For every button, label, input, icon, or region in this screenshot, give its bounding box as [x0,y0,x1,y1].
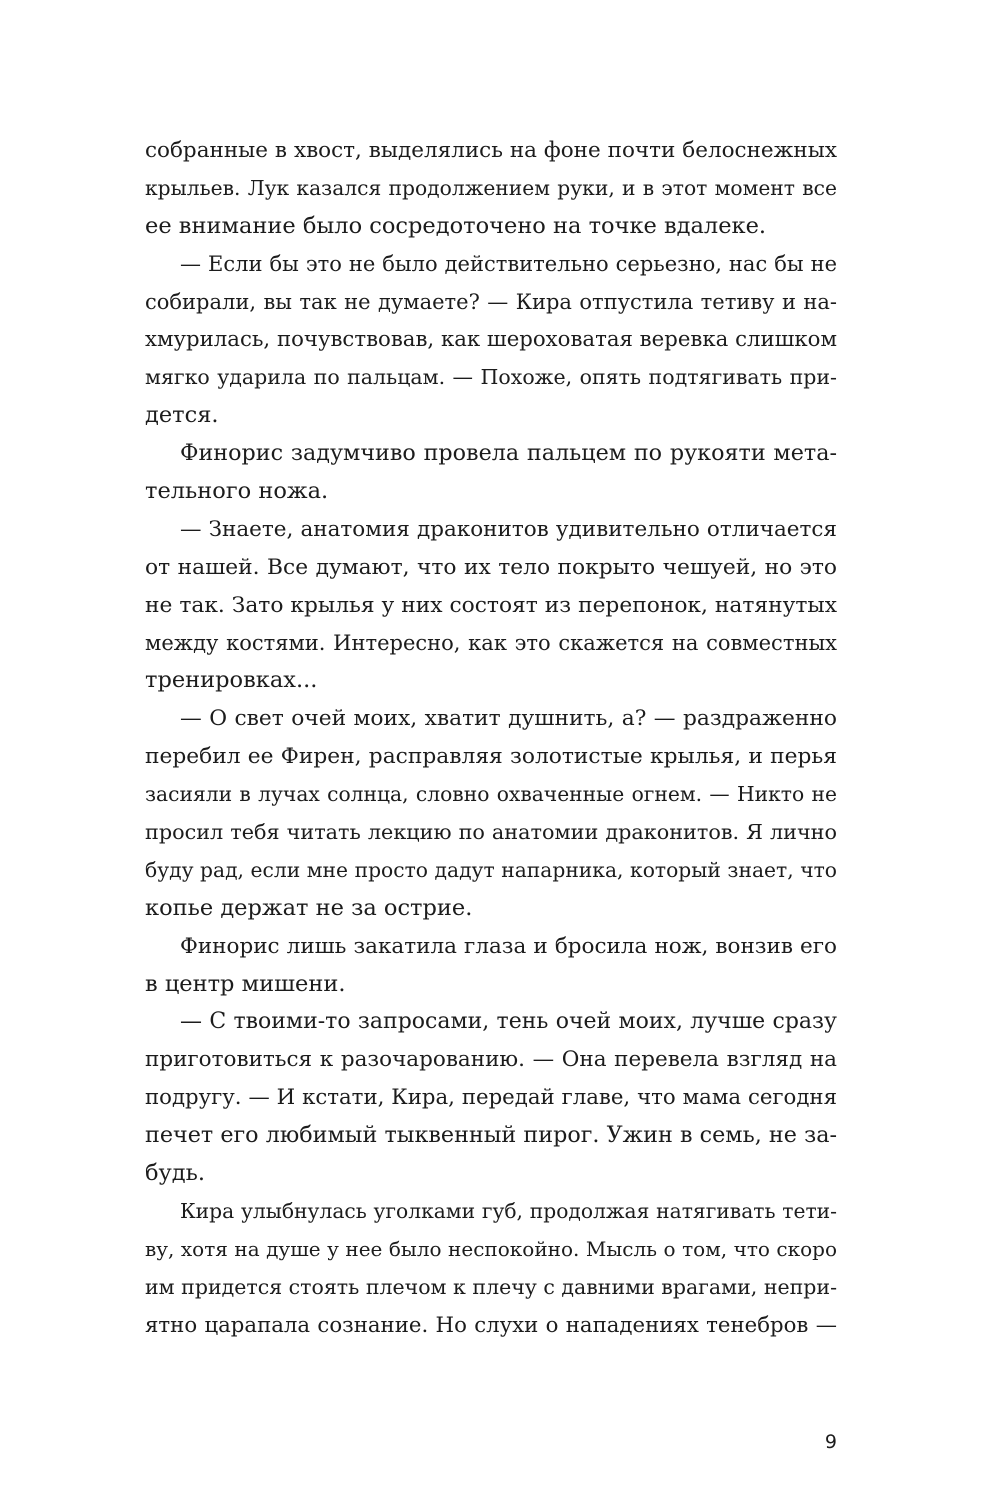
text-line: — Знаете, анатомия драконитов удивительно отличается [180,516,837,542]
text-line: ву, хотя на душе у нее было неспокойно. Мысль о том, что скоро [145,1236,837,1261]
text-line: им придется стоять плечом к плечу с давними врагами, непри- [145,1274,837,1299]
text-line: приготовиться к разочарованию. — Она перевела взгляд на [145,1047,837,1073]
text-line: тельного ножа. [145,478,329,505]
text-line: в центр мишени. [145,970,346,997]
text-line: тренировках... [145,667,318,694]
text-line: засияли в лучах солнца, словно охваченные огнем. — Никто не [145,782,837,807]
text-line: крыльев. Лук казался продолжением руки, и в этот момент все [145,175,837,200]
text-line: мягко ударила по пальцам. — Похоже, опять подтягивать при- [145,365,837,390]
body-text [145,132,837,1345]
text-line: просил тебя читать лекцию по анатомии драконитов. Я лично [145,820,837,845]
text-line: перебил ее Фирен, расправляя золотистые крылья, и перья [145,744,837,770]
text-line: Финорис задумчиво провела пальцем по рукояти мета- [180,440,837,467]
text-line: Кира улыбнулась уголками губ, продолжая натягивать тети- [180,1198,837,1223]
page-number: 9 [824,1431,837,1453]
text-line: будь. [145,1160,206,1187]
text-line: — О свет очей моих, хватит душнить, а? — раздраженно [180,706,837,732]
text-line: хмурилась, почувствовав, как шероховатая веревка слишком [145,327,837,353]
text-line: между костями. Интересно, как это скажется на совместных [145,630,837,655]
text-line: Финорис лишь закатила глаза и бросила нож, вонзив его [180,933,837,959]
text-line: собирали, вы так не думаете? — Кира отпустила тетиву и на- [145,289,837,314]
text-line: собранные в хвост, выделялись на фоне почти белоснежных [145,138,837,163]
text-line: печет его любимый тыквенный пирог. Ужин в семь, не за- [145,1122,837,1149]
text-line: — Если бы это не было действительно серьезно, нас бы не [180,251,837,276]
text-line: дется. [145,402,219,429]
text-line: буду рад, если мне просто дадут напарника, который знает, что [145,857,837,882]
text-line: ее внимание было сосредоточено на точке вдалеке. [145,212,767,239]
text-line: ятно царапала сознание. Но слухи о нападениях тенебров — [145,1312,837,1338]
text-line: подругу. — И кстати, Кира, передай главе, что мама сегодня [145,1085,837,1111]
text-line: от нашей. Все думают, что их тело покрыто чешуей, но это [145,554,837,580]
text-line: не так. Зато крылья у них состоят из перепонок, натянутых [145,592,837,618]
text-line: — С твоими-то запросами, тень очей моих, лучше сразу [180,1009,837,1035]
text-line: копье держат не за острие. [145,894,473,921]
